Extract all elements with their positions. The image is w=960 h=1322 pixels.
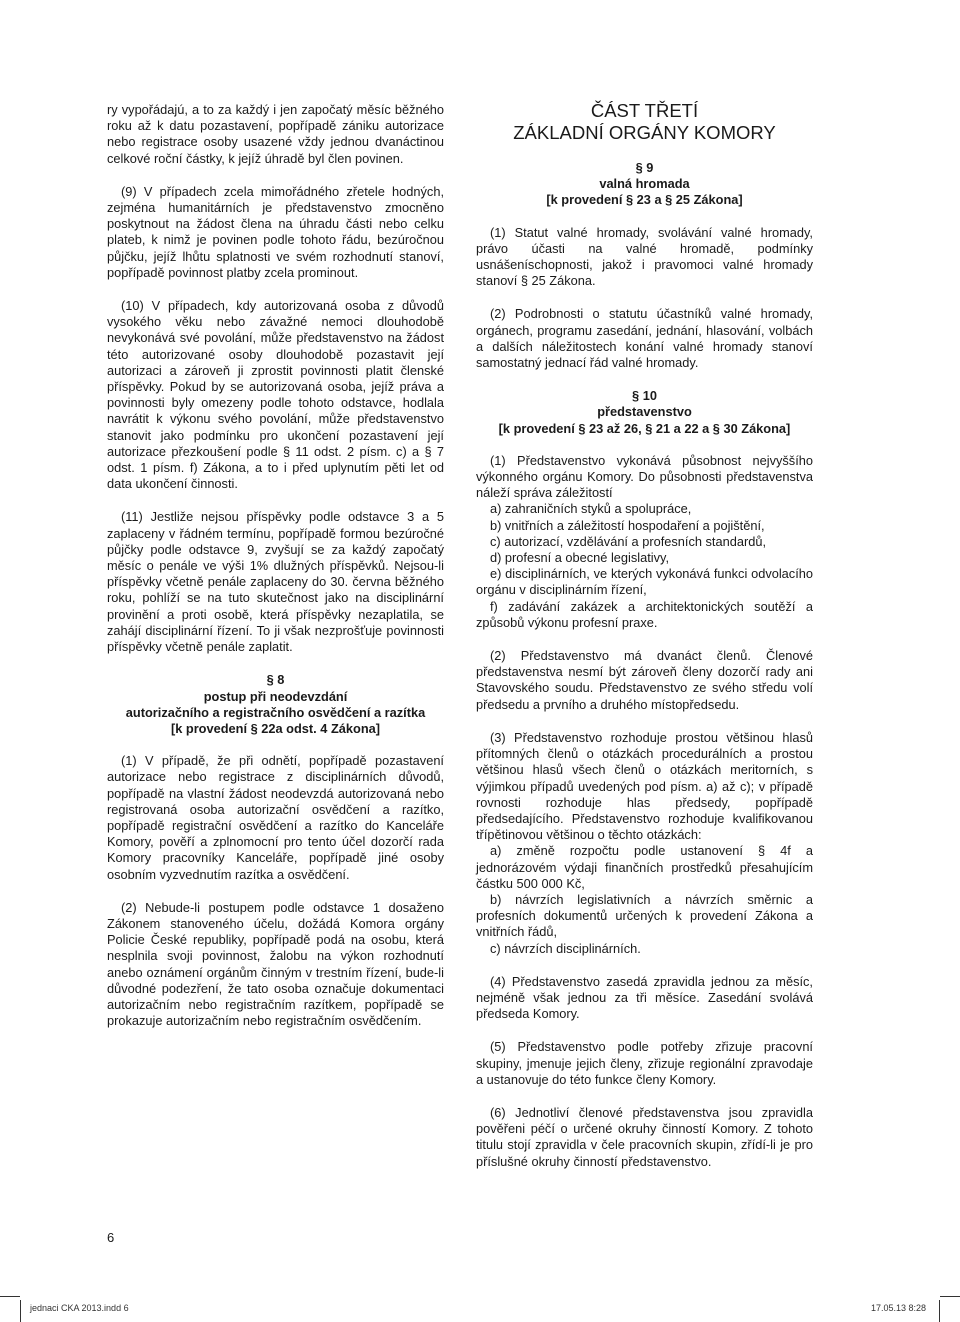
part-title: ČÁST TŘETÍ (590, 100, 699, 121)
section-reference: [k provedení § 23 a § 25 Zákona] (546, 192, 743, 208)
list-item: f) zadávání zakázek a architektonických soutěží a způsobů výkonu profesní praxe. (476, 598, 813, 630)
crop-mark (940, 1296, 960, 1297)
section-10-paragraph-4: (4) Představenstvo zasedá zpravidla jednou za měsíc, nejméně však jednou za tři měsíce. Zasedání svolává předseda Komory. (476, 973, 813, 1022)
section-title-line: autorizačního a registračního osvědčení a razítka (125, 704, 426, 720)
left-column (107, 102, 444, 1046)
section-9-paragraph-1: (1) Statut valné hromady, svolávání valné hromady, právo účasti na valné hromadě, podmínky usnášeníschopnosti, jakož i pravomoci valné hromady stanoví § 25 Zákona. (476, 224, 813, 289)
paragraph-9: (9) V případech zcela mimořádného zřetele hodných, zejména humanitárních je představenstvo zmocněno poskytnout na žádost člena na úhradu části nebo celku plateb, k nimž je povinen podle tohoto řádu, bezúročnou půjčku, jejíž lhůtu splatnosti ve svém rozhodnutí stanoví, popřípadě povinnost platby zcela prominout. (107, 183, 444, 280)
section-number: § 10 (632, 388, 657, 404)
section-10-heading (476, 388, 813, 437)
paragraph-11: (11) Jestliže nejsou příspěvky podle odstavce 3 a 5 zaplaceny v řádném termínu, popřípadě formou bezúročné půjčky podle odstavce 9, zvyšují se za každý započatý měsíc o penále ve výši 1% dlužných příspěvků. Nejsou-li příspěvky včetně penále zaplaceny do 30. června běžného roku, pohlíží se na tuto skutečnost jako na disciplinární provinění a proti osobě, která příspěvky nezaplatila, se zahájí disciplinární řízení. To ji však nezprošťuje povinnosti příspěvky včetně penále zaplatit. (107, 509, 444, 655)
section-10-paragraph-5: (5) Představenstvo podle potřeby zřizuje pracovní skupiny, jmenuje jejich členy, zřizuje regionální zpravodaje a ustanovuje do této funkce členy Komory. (476, 1039, 813, 1087)
section-8-paragraph-1: (1) V případě, že při odnětí, popřípadě pozastavení autorizace nebo registrace z disciplinárních důvodů, popřípadě na vlastní žádost neodevzdá autorizovaná nebo registrovaná osoba autorizační osvědčení a razítko, popřípadě registrační osvědčení a razítko do Kanceláře Komory, pověří a zplnomocní pro tento účel dozorčí rada Komory pracovníky Kanceláře, popřípadě jiné osoby osobním vyzvednutím razítka a osvědčení. (107, 753, 444, 882)
list-item: d) profesní a obecné legislativy, (490, 550, 670, 566)
section-9-paragraph-2: (2) Podrobnosti o statutu účastníků valné hromady, orgánech, programu zasedání, jednání, hlasování, volbách a dalších náležitostech konání valné hromady stanoví samostatný jednací řád valné hromady. (476, 306, 813, 371)
list-item: a) zahraničních styků a spolupráce, (490, 501, 692, 517)
right-column (476, 100, 813, 1187)
section-reference: [k provedení § 22a odst. 4 Zákona] (170, 720, 381, 736)
section-9-heading (476, 160, 813, 209)
list-item: a) změně rozpočtu podle ustanovení § 4f a jednorázovém výdaji finančních prostředků přesahujícím částku 500 000 Kč, (476, 843, 813, 891)
print-file-slug: jednaci CKA 2013.indd 6 (30, 1303, 129, 1313)
section-number: § 8 (266, 672, 285, 688)
crop-mark (20, 1300, 21, 1322)
part-subtitle: ZÁKLADNÍ ORGÁNY KOMORY (513, 122, 776, 143)
section-8-heading (107, 672, 444, 737)
section-reference: [k provedení § 23 až 26, § 21 a 22 a § 30 Zákona] (498, 420, 791, 436)
list-item: b) vnitřních a záležitostí hospodaření a pojištění, (490, 517, 765, 533)
list-item: b) návrzích legislativních a návrzích směrnic a profesních dokumentů určených k provedení Zákona a vnitřních řádů, (476, 891, 813, 940)
paragraph-10: (10) V případech, kdy autorizovaná osoba z důvodů vysokého věku nebo závažné nemoci dlouhodobě nevykonává své povolání, může představenstvo na žádost této autorizované osoby dlouhodobě pozastavit její autorizaci a zároveň ji zprostit povinnosti platit členské příspěvky. Pokud by se autorizovaná osoba, jejíž práva a povinnosti byly omezeny podle tohoto odstavce, hodlala navrátit k výkonu svého povolání, může představenstvo stanovit jako podmínku pro ukončení pozastavení její autorizace přezkoušení podle § 11 odst. 2 písm. c) a § 7 odst. 1 písm. f) Zákona, a to i před uplynutím pěti let od data ukončení činnosti. (107, 298, 444, 492)
section-10-paragraph-3: (3) Představenstvo rozhoduje prostou většinou hlasů přítomných členů o otázkách procedurálních a prostou většinou hlasů všech členů o otázkách meritorních, s výjimkou případů uvedených pod písm. a) až c); v případě rovnosti rozhoduje hlas předsedy, popřípadě předsedajícího. Představenstvo rozhoduje kvalifikovanou třípětinovou většinou o těchto otázkách: (476, 729, 813, 843)
section-10-paragraph-2: (2) Představenstvo má dvanáct členů. Členové představenstva nesmí být zároveň členy dozorčí rady ani Stavovského soudu. Představenstvo ze svého středu volí předsedu a prvního a druhého místopředsedu. (476, 648, 813, 712)
page-number: 6 (107, 1230, 115, 1245)
part-heading (476, 100, 813, 144)
print-timestamp: 17.05.13 8:28 (870, 1303, 926, 1313)
section-title: postup při neodevzdání (203, 688, 348, 704)
crop-mark (939, 1300, 940, 1322)
list-item: c) návrzích disciplinárních. (490, 940, 641, 956)
section-10-paragraph-1: (1) Představenstvo vykonává působnost nejvyššího výkonného orgánu Komory. Do působnosti představenstva náleží správa záležitostí (476, 452, 813, 501)
section-number: § 9 (635, 160, 654, 175)
list-item: c) autorizací, vzdělávání a profesních standardů, (490, 533, 766, 549)
section-title: představenstvo (597, 404, 692, 420)
section-10-paragraph-6: (6) Jednotliví členové představenstva jsou zpravidla pověřeni péčí o určené okruhy činností Komory. Z tohoto titulu stojí zpravidla v čele pracovních skupin, zřídí-li je pro příslušné okruhy činností představenstvo. (476, 1104, 813, 1169)
list-item: e) disciplinárních, ve kterých vykonává funkci odvolacího orgánu v disciplinárním řízení, (476, 566, 813, 598)
section-8-paragraph-2: (2) Nebude-li postupem podle odstavce 1 dosaženo Zákonem stanoveného účelu, dožádá Komora orgány Policie České republiky, popřípadě podá na osobu, která nesplnila svoji povinnost, žalobu na výkon rozhodnutí anebo oznámení orgánům činným v trestním řízení, bude-li důvodné podezření, že tato osoba označuje dokumentaci autorizačním nebo registračním razítkem, popřípadě se prokazuje autorizačním nebo registračním osvědčením. (107, 899, 444, 1029)
paragraph-continuation: ry vypořádajú, a to za každý i jen započatý měsíc běžného roku až k datu pozastavení, popřípadě zániku autorizace nebo registrace osoby usazené vždy jednou dvanáctinou celkové roční částky, k jejíž úhradě byl člen povinen. (107, 102, 444, 166)
section-title: valná hromada (599, 176, 690, 192)
crop-mark (0, 1296, 20, 1297)
